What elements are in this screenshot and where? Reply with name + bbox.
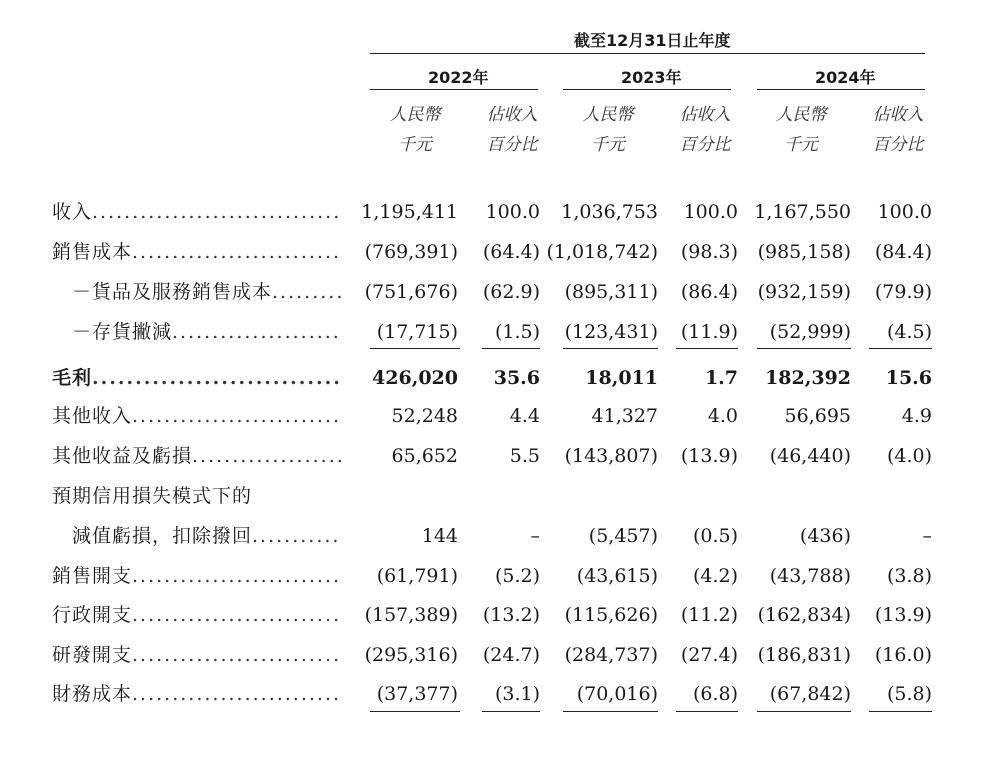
subtotal-rule: [676, 348, 738, 349]
value-2024-pct: 100.0: [877, 201, 932, 223]
bottom-rule: [563, 711, 658, 712]
table-row-inventory-writedown: [0, 318, 984, 346]
value-2023-rmb: (143,807): [564, 445, 658, 467]
value-2024-rmb: (932,159): [757, 281, 851, 303]
table-row-finance-costs: [0, 680, 984, 708]
value-2024-rmb: (67,842): [769, 683, 851, 705]
value-2023-pct: (11.9): [680, 321, 738, 343]
value-2023-rmb: 41,327: [591, 405, 658, 427]
row-label: 銷售開支 .....: [52, 562, 342, 590]
bottom-rule: [482, 711, 540, 712]
year-2023: 2023年: [621, 68, 682, 87]
value-2022-rmb: (295,316): [364, 644, 458, 666]
row-label: 行政開支 .....: [52, 601, 342, 629]
value-2023-rmb: (43,615): [576, 565, 658, 587]
period-rule: [370, 53, 925, 54]
value-2024-pct: (16.0): [874, 644, 932, 666]
value-2023-pct: 1.7: [704, 367, 738, 389]
value-2022-pct: (64.4): [482, 241, 540, 263]
unit-rmb-2022: [385, 100, 445, 160]
value-2023-pct: (13.9): [680, 445, 738, 467]
year-2022: 2022年: [428, 68, 489, 87]
value-2024-rmb: (43,788): [769, 565, 851, 587]
value-2023-rmb: (115,626): [564, 604, 658, 626]
table-row-other-income: [0, 402, 984, 430]
value-2024-rmb: (436): [799, 525, 851, 547]
value-2024-pct: (5.8): [886, 683, 932, 705]
value-2023-rmb: (1,018,742): [546, 241, 658, 263]
unit-rmb-2024: [771, 100, 831, 160]
row-label: 毛利 .....: [52, 364, 342, 392]
unit-pct-line2: 百分比: [872, 135, 924, 155]
value-2022-pct: 35.6: [493, 367, 540, 389]
value-2024-pct: 15.6: [885, 367, 932, 389]
value-2024-rmb: (46,440): [769, 445, 851, 467]
value-2022-rmb: 1,195,411: [361, 201, 458, 223]
value-2023-rmb: (123,431): [564, 321, 658, 343]
value-2022-pct: 5.5: [509, 445, 540, 467]
bottom-rule: [869, 711, 932, 712]
value-2022-rmb: (17,715): [376, 321, 458, 343]
subtotal-rule: [757, 348, 851, 349]
unit-rmb-line2: 千元: [591, 135, 625, 155]
value-2024-rmb: (52,999): [769, 321, 851, 343]
unit-rmb-line1: 人民幣: [775, 105, 827, 125]
value-2023-rmb: 1,036,753: [561, 201, 658, 223]
table-row-cost-of-sales: [0, 238, 984, 266]
value-2022-rmb: (61,791): [376, 565, 458, 587]
unit-pct-2023: [675, 100, 735, 160]
year-rule-2022: [370, 89, 538, 90]
table-row-ecl-heading: [0, 482, 984, 510]
value-2024-pct: (84.4): [874, 241, 932, 263]
value-2022-pct: 100.0: [485, 201, 540, 223]
value-2024-pct: (3.8): [886, 565, 932, 587]
value-2023-pct: (0.5): [692, 525, 738, 547]
year-2024: 2024年: [815, 68, 876, 87]
bottom-rule: [676, 711, 738, 712]
value-2023-rmb: (284,737): [564, 644, 658, 666]
value-2022-rmb: (157,389): [364, 604, 458, 626]
table-row-rd-expenses: [0, 641, 984, 669]
value-2024-rmb: (162,834): [757, 604, 851, 626]
row-label: 預期信用損失模式下的: [52, 485, 253, 507]
value-2023-pct: 4.0: [707, 405, 738, 427]
value-2022-rmb: 52,248: [391, 405, 458, 427]
table-row-revenue: [0, 198, 984, 226]
value-2024-rmb: 182,392: [765, 367, 851, 389]
unit-rmb-line2: 千元: [784, 135, 818, 155]
subtotal-rule: [869, 348, 932, 349]
value-2022-rmb: (37,377): [376, 683, 458, 705]
unit-pct-2024: [868, 100, 928, 160]
row-label: 財務成本 .....: [52, 680, 342, 708]
row-label: 研發開支 .....: [52, 641, 342, 669]
value-2023-rmb: (70,016): [576, 683, 658, 705]
value-2022-pct: 4.4: [509, 405, 540, 427]
row-label: 其他收益及虧損 .....: [52, 442, 342, 470]
table-row-gross-profit: [0, 364, 984, 392]
subtotal-rule: [370, 348, 460, 349]
value-2022-rmb: 65,652: [391, 445, 458, 467]
unit-rmb-line2: 千元: [398, 135, 432, 155]
bottom-rule: [757, 711, 851, 712]
unit-pct-line1: 佔收入: [679, 105, 731, 125]
value-2023-pct: (6.8): [692, 683, 738, 705]
table-row-selling-expenses: [0, 562, 984, 590]
value-2023-pct: (4.2): [692, 565, 738, 587]
unit-rmb-2023: [578, 100, 638, 160]
row-label: －存貨撇減 .....: [72, 318, 342, 346]
unit-rmb-line1: 人民幣: [582, 105, 634, 125]
value-2022-pct: (5.2): [494, 565, 540, 587]
value-2023-pct: 100.0: [683, 201, 738, 223]
row-label: －貨品及服務銷售成本 .....: [72, 278, 342, 306]
value-2022-pct: (62.9): [482, 281, 540, 303]
value-2024-rmb: (985,158): [757, 241, 851, 263]
row-label: 減值虧損，扣除撥回 .....: [72, 522, 342, 550]
value-2023-pct: (27.4): [680, 644, 738, 666]
value-2023-rmb: 18,011: [585, 367, 658, 389]
value-2024-pct: (79.9): [874, 281, 932, 303]
year-rule-2024: [757, 89, 925, 90]
value-2024-pct: (4.0): [886, 445, 932, 467]
value-2022-pct: (13.2): [482, 604, 540, 626]
value-2024-rmb: (186,831): [757, 644, 851, 666]
value-2023-pct: (98.3): [680, 241, 738, 263]
unit-pct-line2: 百分比: [486, 135, 538, 155]
value-2023-pct: (11.2): [680, 604, 738, 626]
value-2022-pct: (1.5): [494, 321, 540, 343]
row-label: 其他收入 .....: [52, 402, 342, 430]
value-2024-pct: 4.9: [901, 405, 932, 427]
value-2024-pct: –: [922, 525, 932, 547]
row-label: 收入 .....: [52, 198, 342, 226]
value-2024-pct: (13.9): [874, 604, 932, 626]
table-row-goods-services-cost: [0, 278, 984, 306]
value-2022-pct: (24.7): [482, 644, 540, 666]
period-header: 截至12月31日止年度: [574, 31, 731, 50]
value-2022-rmb: 144: [421, 525, 458, 547]
value-2023-rmb: (5,457): [588, 525, 658, 547]
subtotal-rule: [563, 348, 658, 349]
unit-rmb-line1: 人民幣: [389, 105, 441, 125]
table-row-admin-expenses: [0, 601, 984, 629]
value-2022-pct: (3.1): [494, 683, 540, 705]
value-2023-pct: (86.4): [680, 281, 738, 303]
subtotal-rule: [482, 348, 540, 349]
unit-pct-2022: [482, 100, 542, 160]
unit-pct-line1: 佔收入: [486, 105, 538, 125]
value-2022-rmb: 426,020: [372, 367, 458, 389]
row-label: 銷售成本 .....: [52, 238, 342, 266]
table-row-other-gains-losses: [0, 442, 984, 470]
unit-pct-line1: 佔收入: [872, 105, 924, 125]
bottom-rule: [370, 711, 460, 712]
value-2022-pct: –: [530, 525, 540, 547]
value-2022-rmb: (751,676): [364, 281, 458, 303]
table-row-impairment-losses: [0, 522, 984, 550]
value-2024-rmb: 1,167,550: [754, 201, 851, 223]
value-2024-pct: (4.5): [886, 321, 932, 343]
year-rule-2023: [563, 89, 731, 90]
unit-pct-line2: 百分比: [679, 135, 731, 155]
value-2022-rmb: (769,391): [364, 241, 458, 263]
value-2024-rmb: 56,695: [784, 405, 851, 427]
value-2023-rmb: (895,311): [564, 281, 658, 303]
